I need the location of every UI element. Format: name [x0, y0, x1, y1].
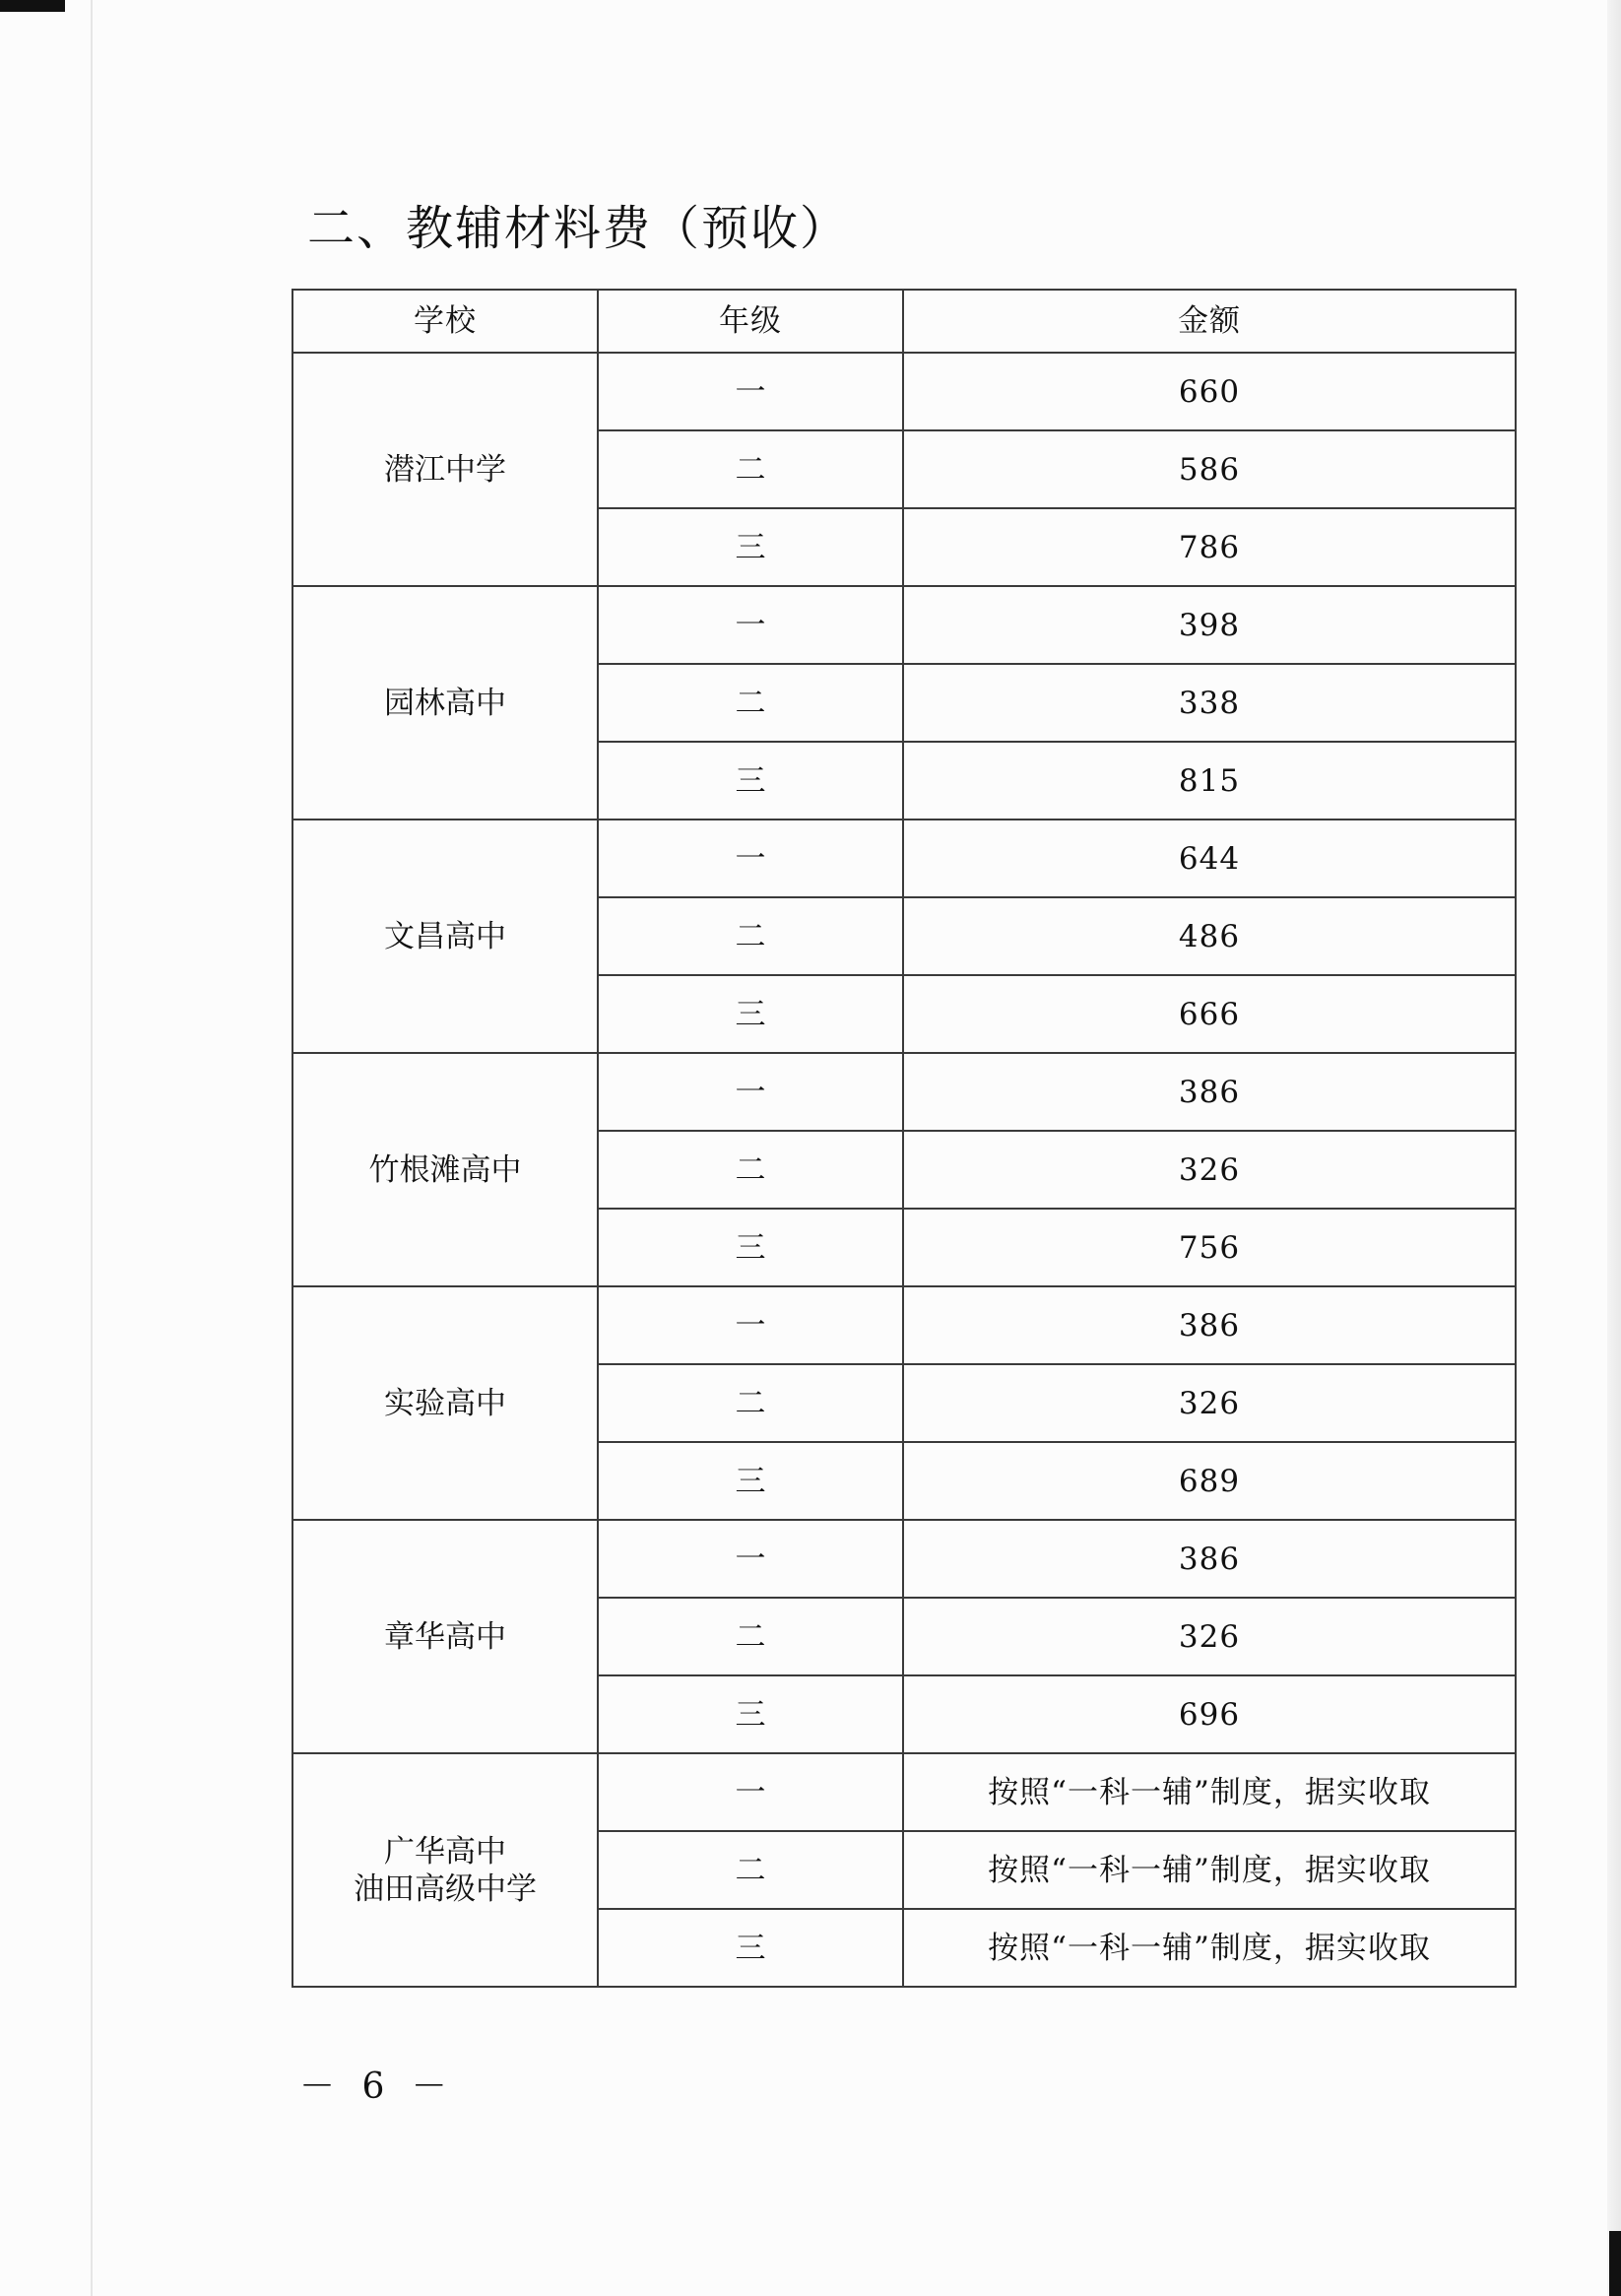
scan-right-shadow	[1607, 0, 1621, 2296]
amount-cell: 386	[903, 1286, 1516, 1364]
header-row	[292, 290, 1516, 353]
school-cell	[292, 1753, 598, 1987]
school-name: 实验高中	[384, 1385, 506, 1421]
school-cell	[292, 1286, 598, 1520]
grade-cell: 一	[598, 1753, 903, 1831]
school-name: 竹根滩高中	[368, 1151, 522, 1188]
table-body	[292, 353, 1516, 1987]
grade-cell: 二	[598, 664, 903, 742]
amount-cell: 326	[903, 1364, 1516, 1442]
amount-cell: 398	[903, 586, 1516, 664]
grade-cell: 三	[598, 975, 903, 1053]
school-cell	[292, 586, 598, 820]
grade-cell: 二	[598, 430, 903, 508]
table-row	[292, 353, 1516, 430]
amount-cell: 756	[903, 1209, 1516, 1286]
amount-cell: 按照“一科一辅”制度，据实收取	[903, 1753, 1516, 1831]
grade-cell: 一	[598, 820, 903, 897]
grade-cell: 三	[598, 1209, 903, 1286]
header-grade: 年级	[598, 290, 903, 353]
amount-cell: 666	[903, 975, 1516, 1053]
school-name: 油田高级中学	[354, 1870, 537, 1907]
amount-cell: 696	[903, 1675, 1516, 1753]
grade-cell: 三	[598, 1909, 903, 1987]
grade-cell: 三	[598, 1675, 903, 1753]
amount-cell: 689	[903, 1442, 1516, 1520]
grade-cell: 一	[598, 1520, 903, 1598]
amount-cell: 815	[903, 742, 1516, 820]
table-header	[292, 290, 1516, 353]
scan-fold-line	[91, 0, 93, 2296]
scan-edge-mark	[0, 0, 65, 12]
amount-cell: 644	[903, 820, 1516, 897]
grade-cell: 二	[598, 1364, 903, 1442]
header-school: 学校	[292, 290, 598, 353]
table-row	[292, 1286, 1516, 1364]
school-cell	[292, 820, 598, 1053]
school-cell	[292, 1053, 598, 1286]
amount-cell: 786	[903, 508, 1516, 586]
table-row	[292, 1520, 1516, 1598]
table-row	[292, 586, 1516, 664]
amount-cell: 326	[903, 1598, 1516, 1675]
table-row	[292, 820, 1516, 897]
grade-cell: 二	[598, 897, 903, 975]
amount-cell: 按照“一科一辅”制度，据实收取	[903, 1909, 1516, 1987]
amount-cell: 586	[903, 430, 1516, 508]
grade-cell: 三	[598, 508, 903, 586]
grade-cell: 二	[598, 1598, 903, 1675]
table-row	[292, 1753, 1516, 1831]
school-name: 潜江中学	[384, 451, 506, 488]
grade-cell: 二	[598, 1831, 903, 1909]
header-amount: 金额	[903, 290, 1516, 353]
amount-cell: 326	[903, 1131, 1516, 1209]
amount-cell: 338	[903, 664, 1516, 742]
grade-cell: 一	[598, 586, 903, 664]
grade-cell: 三	[598, 742, 903, 820]
amount-cell: 660	[903, 353, 1516, 430]
fee-table	[292, 289, 1517, 1988]
grade-cell: 一	[598, 1286, 903, 1364]
amount-cell: 按照“一科一辅”制度，据实收取	[903, 1831, 1516, 1909]
grade-cell: 一	[598, 353, 903, 430]
amount-cell: 386	[903, 1520, 1516, 1598]
school-name: 园林高中	[384, 685, 506, 721]
section-title: 二、教辅材料费（预收）	[307, 201, 850, 256]
amount-cell: 386	[903, 1053, 1516, 1131]
school-name: 文昌高中	[384, 918, 506, 954]
page-number: － 6 －	[299, 2066, 455, 2107]
school-cell	[292, 1520, 598, 1753]
grade-cell: 三	[598, 1442, 903, 1520]
grade-cell: 二	[598, 1131, 903, 1209]
school-name: 广华高中	[384, 1833, 506, 1870]
school-cell	[292, 353, 598, 586]
school-name: 章华高中	[384, 1618, 506, 1655]
grade-cell: 一	[598, 1053, 903, 1131]
amount-cell: 486	[903, 897, 1516, 975]
table-row	[292, 1053, 1516, 1131]
scan-corner-mark	[1609, 2231, 1621, 2296]
